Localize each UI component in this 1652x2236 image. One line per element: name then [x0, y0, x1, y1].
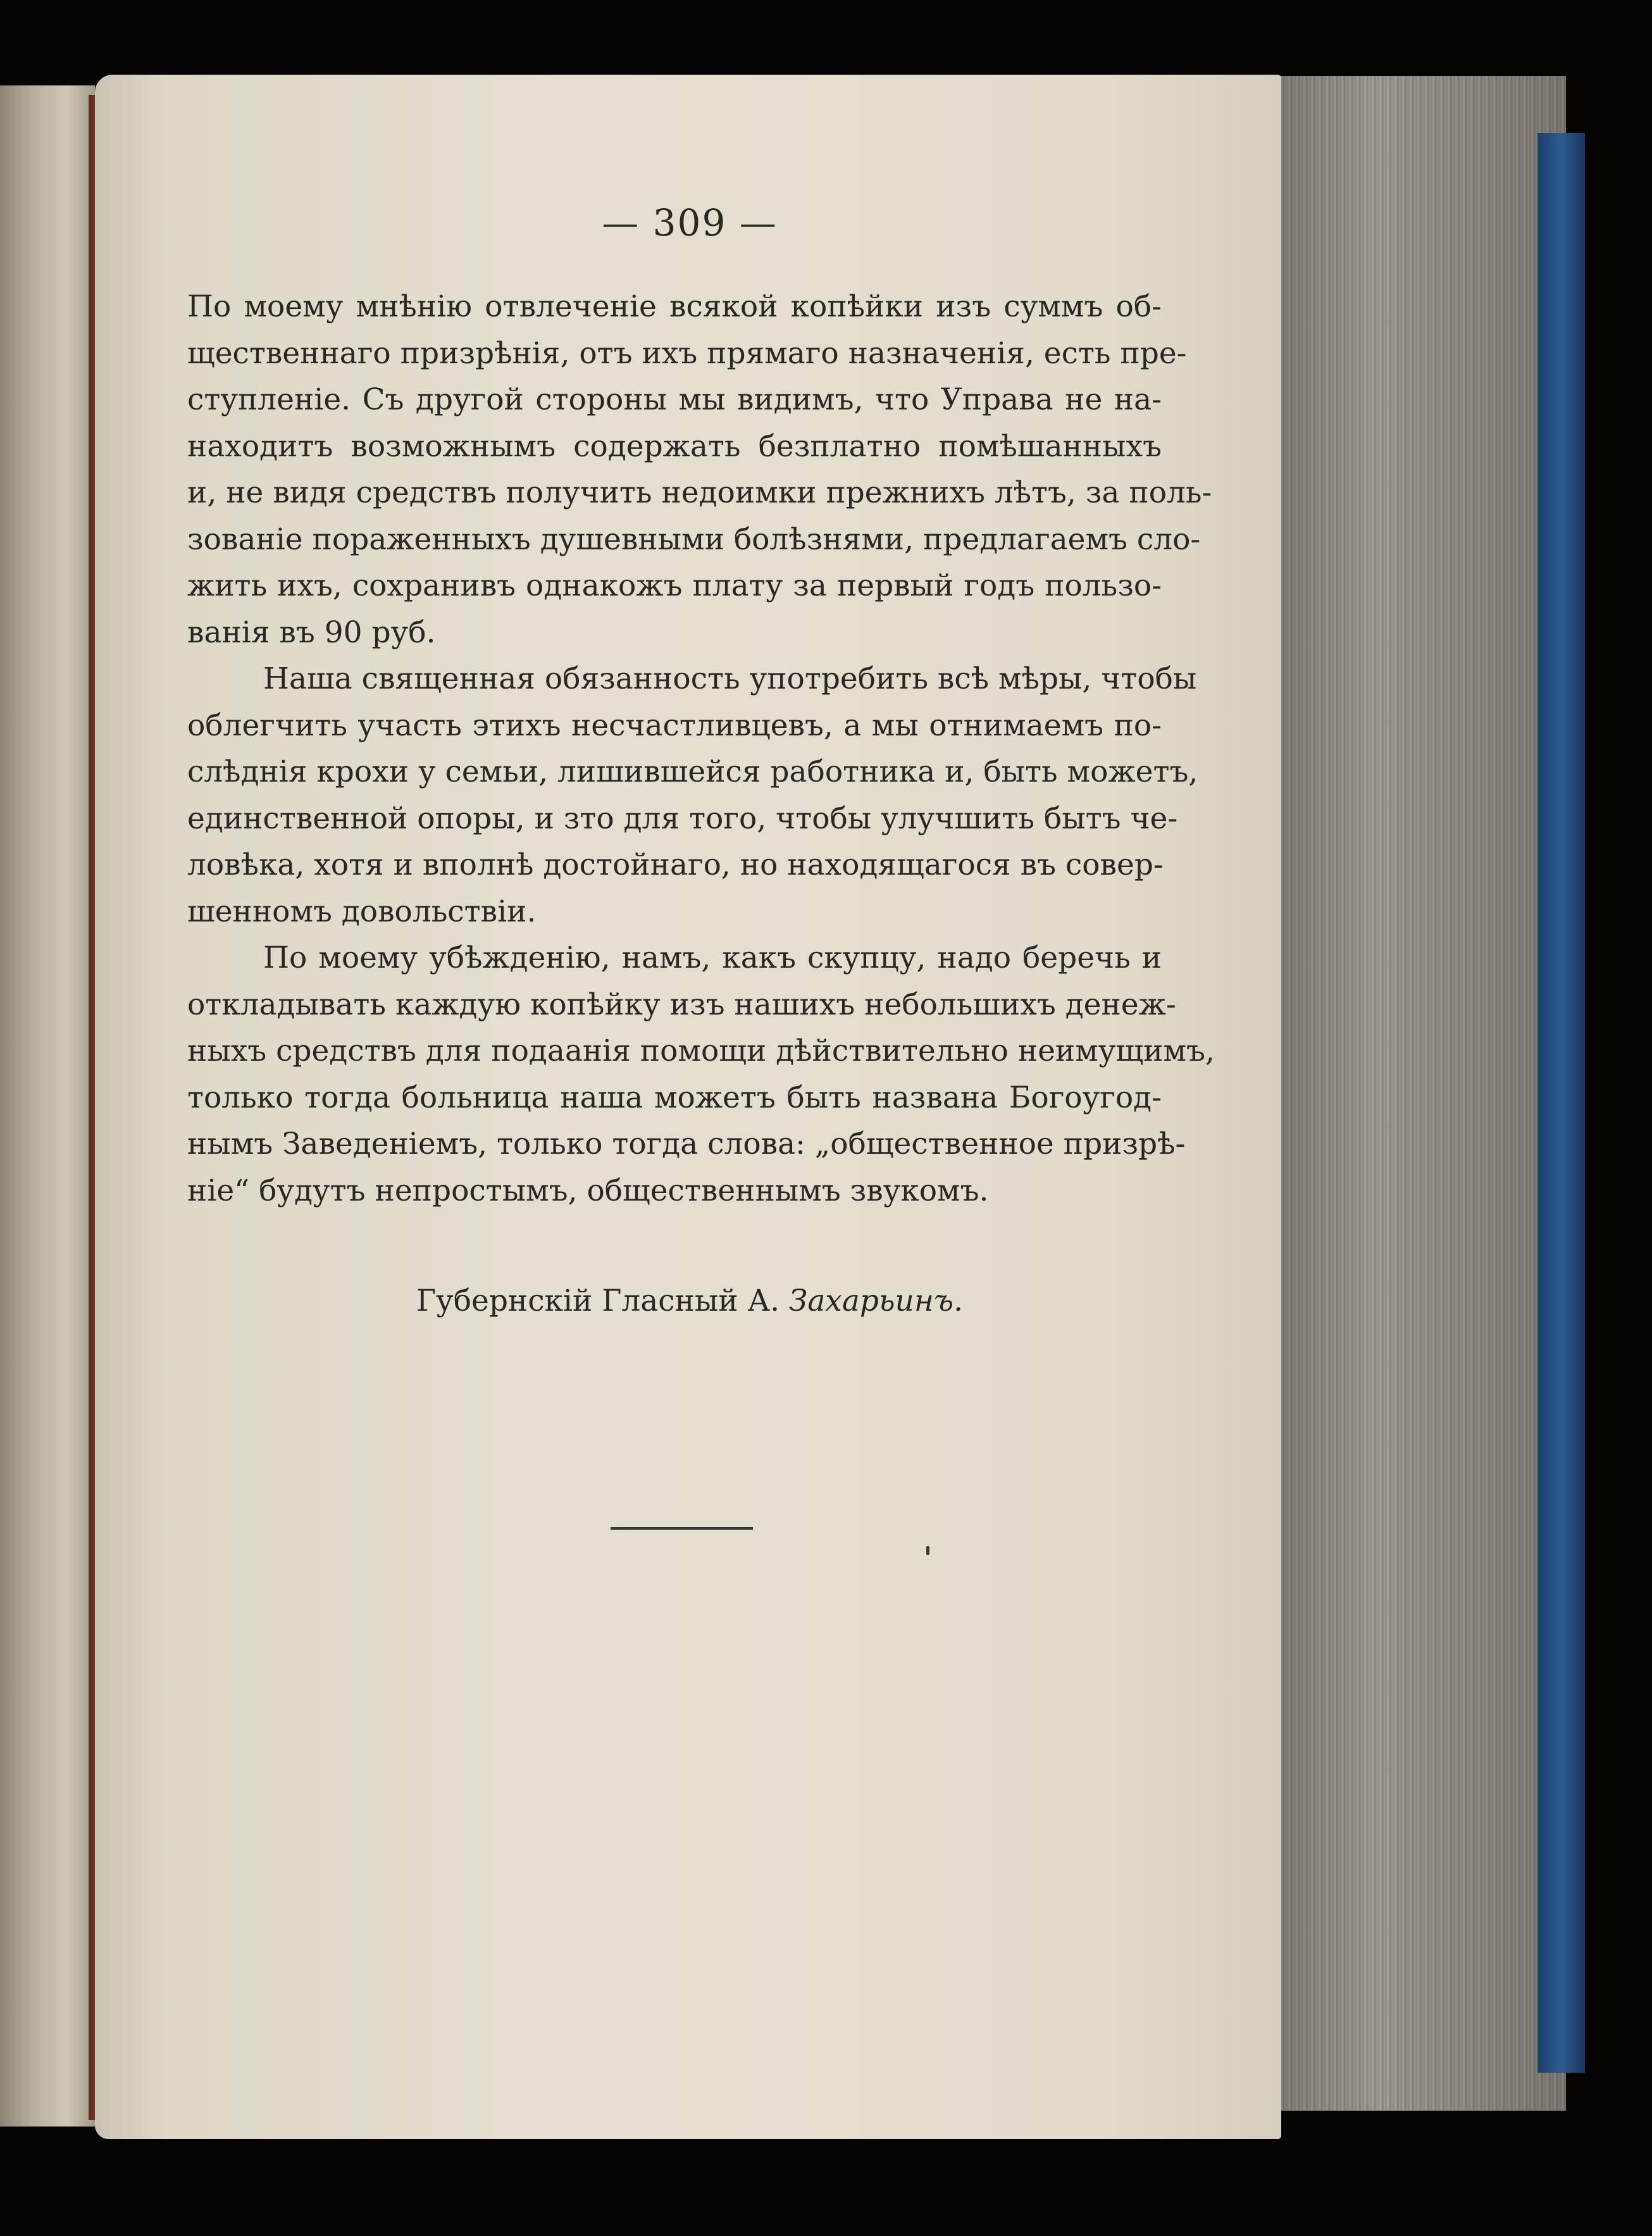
- paragraph-3: [187, 935, 1215, 1214]
- text-line: жить ихъ, сохранивъ однакожъ плату за первый годъ пользо-: [187, 568, 1162, 603]
- book-fore-edge-shade: [1250, 76, 1566, 2111]
- text-line: находитъ возможнымъ содержать безплатно помѣшанныхъ: [187, 428, 1162, 464]
- text-line: и, не видя средствъ получить недоимки прежнихъ лѣтъ, за поль-: [187, 475, 1212, 510]
- text-line: ныхъ средствъ для подаанія помощи дѣйствительно неимущимъ,: [187, 1034, 1215, 1068]
- paragraph-1: [187, 284, 1212, 656]
- text-line: слѣднія крохи у семьи, лишившейся работника и, быть можетъ,: [187, 754, 1198, 789]
- text-line: ловѣка, хотя и вполнѣ достойнаго, но находящагося въ совер-: [187, 847, 1164, 882]
- text-line: нымъ Заведеніемъ, только тогда слова: „общественное призрѣ-: [187, 1127, 1186, 1161]
- left-page-edge: [0, 85, 95, 2127]
- text-line: единственной опоры, и зто для того, чтобы улучшить бытъ че-: [187, 801, 1178, 836]
- signature: [0, 1284, 1379, 1318]
- book-cover: [1537, 133, 1585, 2073]
- print-speck: [926, 1546, 929, 1555]
- text-line: откладывать каждую копѣйку изъ нашихъ небольшихъ денеж-: [187, 987, 1176, 1022]
- paragraph-2: [187, 656, 1198, 935]
- text-line: По моему убѣжденію, намъ, какъ скупцу, надо беречь и: [263, 940, 1162, 975]
- signature-title: Губернскій Гласный А.: [416, 1284, 780, 1318]
- text-line: Наша священная обязанность употребить всѣ мѣры, чтобы: [263, 661, 1197, 696]
- text-line: ступленіе. Съ другой стороны мы видимъ, что Управа не на-: [187, 382, 1162, 417]
- text-line: облегчить участь этихъ несчастливцевъ, а мы отнимаемъ по-: [187, 708, 1162, 743]
- text-line: шенномъ довольствіи.: [187, 894, 537, 929]
- text-line: ніе“ будутъ непростымъ, общественнымъ звукомъ.: [187, 1173, 989, 1208]
- text-line: ванія въ 90 руб.: [187, 615, 436, 650]
- divider-rule: [611, 1527, 753, 1530]
- text-line: только тогда больница наша можетъ быть названа Богоугод-: [187, 1080, 1162, 1115]
- text-line: щественнаго призрѣнія, отъ ихъ прямаго назначенія, есть пре-: [187, 335, 1187, 371]
- text-line: По моему мнѣнію отвлеченіе всякой копѣйки изъ суммъ об-: [187, 289, 1162, 324]
- signature-name: Захарьинъ.: [789, 1284, 964, 1318]
- text-block: [187, 284, 1215, 1214]
- page-number: — 309 —: [602, 201, 778, 244]
- text-line: зованіе пораженныхъ душевными болѣзнями, предлагаемъ сло-: [187, 522, 1201, 557]
